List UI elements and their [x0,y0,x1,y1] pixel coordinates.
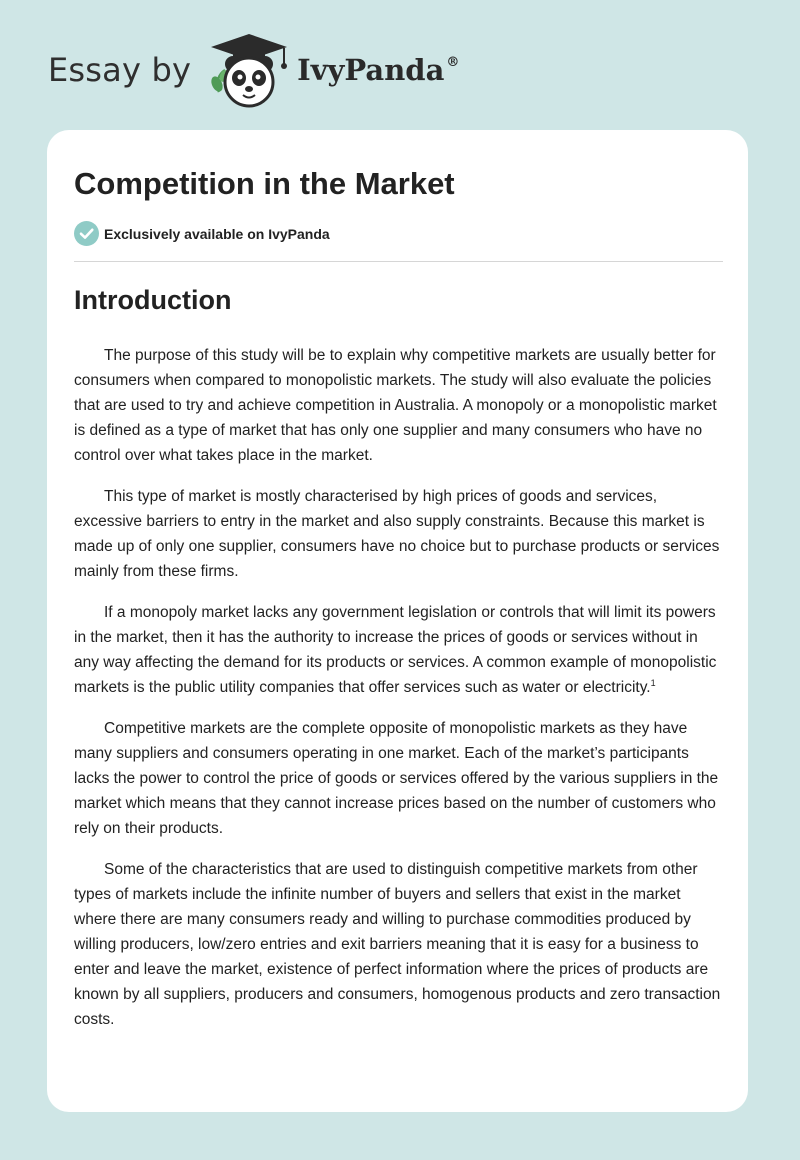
site-header [48,30,459,110]
paragraph-3-text: If a monopoly market lacks any government legislation or controls that will limit its powers in the market, then it has the authority to increase the prices of goods or services without in any way affecting the demand for its products or services. A common example of monopolistic markets is the public utility companies that offer services such as water or electricity. [74,604,717,696]
paragraph-5-text: Some of the characteristics that are used to distinguish competitive markets from other types of markets include the infinite number of buyers and sellers that exist in the market where there are many consumers ready and willing to purchase commodities produced by willing producers, low/zero entries and exit barriers meaning that it is easy for a business to enter and leave the market, existence of perfect information where the prices of products are known by all suppliers, producers and consumers, homogenous products and zero transaction costs. [74,861,721,1028]
paragraph-4-text: Competitive markets are the complete opposite of monopolistic markets as they have many suppliers and consumers operating in one market. Each of the market’s participants lacks the power to control the price of goods or services offered by the various suppliers in the market which means that they cannot increase prices based on the number of customers who rely on their products. [74,720,719,837]
paragraph-2 [74,484,724,584]
article-title: Competition in the Market [74,166,455,201]
section-heading: Introduction [74,285,232,315]
brand-prefix: Essay by [48,51,192,89]
paragraph-1-text: The purpose of this study will be to explain why competitive markets are usually better for consumers when compared to monopolistic markets. The study will also evaluate the policies that are used to try and achieve competition in Australia. A monopoly or a monopolistic market is defined as a type of market that has only one supplier and many consumers who have no control over what takes place in the market. [74,347,717,464]
check-circle-icon [74,221,99,246]
paragraph-5 [74,857,724,1032]
paragraph-4 [74,716,724,841]
paragraph-2-text: This type of market is mostly characterised by high prices of goods and services, excessive barriers to entry in the market and also supply constraints. Because this market is made up of only one supplier, consumers have no choice but to purchase products or services mainly from these firms. [74,488,720,580]
exclusive-badge [74,221,330,246]
footnote-marker[interactable]: 1 [650,677,656,688]
panda-graduate-icon[interactable] [205,30,293,110]
article-body [74,343,724,1048]
paragraph-1 [74,343,724,468]
article-card [47,130,748,1112]
brand-name [297,53,459,87]
title-divider [74,261,723,262]
paragraph-3 [74,600,724,700]
exclusive-badge-text: Exclusively available on IvyPanda [104,225,330,242]
brand-name-text: IvyPanda [297,53,445,87]
registered-mark: ® [446,55,460,70]
